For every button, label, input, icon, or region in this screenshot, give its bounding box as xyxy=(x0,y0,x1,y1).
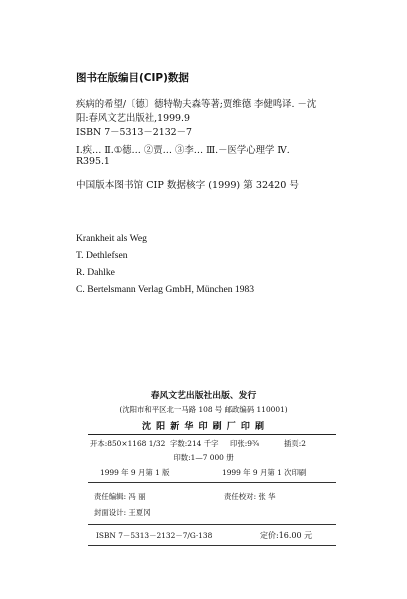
responsible-editor: 责任编辑: 冯 丽 xyxy=(94,492,146,501)
cip-catalog-number: 中国版本图书馆 CIP 数据核字 (1999) 第 32420 号 xyxy=(76,180,300,191)
print-sheets: 印张:9¾ xyxy=(230,439,260,448)
original-publisher: C. Bertelsmann Verlag GmbH, München 1983 xyxy=(76,284,255,295)
divider-bottom xyxy=(88,545,336,546)
edition-date: 1999 年 9 月第 1 版 xyxy=(100,468,170,477)
printer-name: 沈 阳 新 华 印 刷 厂 印 刷 xyxy=(141,422,266,432)
book-price: 定价:16.00 元 xyxy=(260,531,313,540)
cover-designer: 封面设计: 王夏冈 xyxy=(94,508,151,517)
word-count: 字数:214 千字 xyxy=(170,439,219,448)
original-author-1: T. Dethlefsen xyxy=(76,250,128,261)
cip-heading: 图书在版编目(CIP)数据 xyxy=(76,72,189,84)
book-format: 开本:850×1168 1/32 xyxy=(90,439,166,448)
cip-isbn: ISBN 7－5313－2132－7 xyxy=(76,127,192,138)
responsible-proofreader: 责任校对: 张 华 xyxy=(224,492,276,501)
divider-top xyxy=(88,434,336,435)
print-run: 印数:1—7 000 册 xyxy=(173,453,234,462)
plate-count: 插页:2 xyxy=(284,439,306,448)
original-author-2: R. Dahlke xyxy=(76,267,115,278)
printing-date: 1999 年 9 月第 1 次印刷 xyxy=(222,468,307,477)
publisher-address: (沈阳市和平区北一马路 108 号 邮政编码 110001) xyxy=(119,405,288,414)
cip-line-1: 疾病的希望/〔德〕德特勒夫森等著;贾维德 李健鸣译. －沈 xyxy=(76,99,317,110)
publisher-name: 春风文艺出版社出版、发行 xyxy=(150,391,257,401)
cip-subject-line: Ⅰ.疾… Ⅱ.①德… ②贾… ③李… Ⅲ.－医学心理学 Ⅳ. xyxy=(76,145,290,156)
isbn-code: ISBN 7－5313－2132－7/G·138 xyxy=(96,531,213,540)
divider-middle xyxy=(88,482,336,483)
cip-line-2: 阳:春风文艺出版社,1999.9 xyxy=(76,113,190,124)
divider-lower xyxy=(88,524,336,525)
cip-classification: R395.1 xyxy=(76,156,110,167)
original-title: Krankheit als Weg xyxy=(76,233,147,244)
